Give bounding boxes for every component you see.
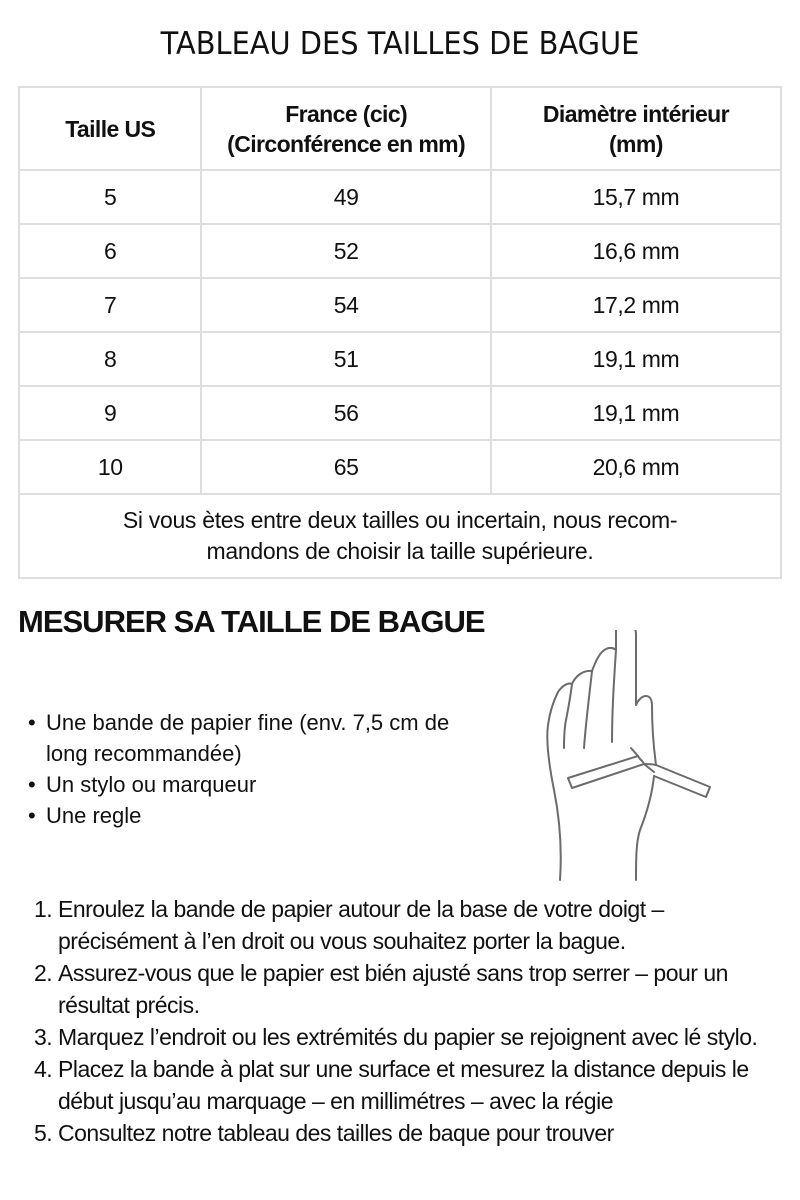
table-row [19, 224, 781, 278]
header-france-size [201, 87, 490, 170]
step-text: Enroulez la bande de papier autour de la base de votre doigt – précisément à l’en droit ou vous souhaitez porter la bague. [58, 896, 664, 954]
list-item [34, 957, 774, 1021]
cell-us-size: 5 [19, 170, 201, 224]
cell-us-size: 8 [19, 332, 201, 386]
cell-us-size: 7 [19, 278, 201, 332]
bullet-icon: • [28, 710, 36, 735]
list-item [34, 1021, 774, 1053]
list-item [28, 769, 478, 800]
list-item [34, 1117, 774, 1149]
header-inner-diameter [491, 87, 781, 170]
bullet-icon: • [28, 803, 36, 828]
material-text: Une bande de papier fine (env. 7,5 cm de long recommandée) [46, 710, 450, 766]
measure-section-title: MESURER SA TAILLE DE BAGUE [18, 604, 485, 639]
cell-inner-diameter: 20,6 mm [491, 440, 781, 494]
list-item [34, 893, 774, 957]
cell-inner-diameter: 19,1 mm [491, 386, 781, 440]
cell-us-size: 10 [19, 440, 201, 494]
table-header-row [19, 87, 781, 170]
step-text: Consultez notre tableau des tailles de baque pour trouver [58, 1120, 614, 1146]
step-number: 1. [34, 896, 53, 922]
step-number: 3. [34, 1024, 53, 1050]
cell-france-size: 52 [201, 224, 490, 278]
table-row [19, 170, 781, 224]
cell-inner-diameter: 15,7 mm [491, 170, 781, 224]
table-row [19, 332, 781, 386]
cell-us-size: 9 [19, 386, 201, 440]
header-france-size-line1: France (cic) [285, 100, 408, 127]
step-number: 5. [34, 1120, 53, 1146]
material-text: Un stylo ou marqueur [46, 772, 257, 797]
cell-france-size: 51 [201, 332, 490, 386]
cell-france-size: 65 [201, 440, 490, 494]
header-us-size [19, 87, 201, 170]
cell-france-size: 54 [201, 278, 490, 332]
table-row [19, 278, 781, 332]
measuring-steps-list [34, 893, 774, 1149]
size-recommendation-note: Si vous ètes entre deux tailles ou incertain, nous recom-mandons de choisir la taille supérieure. [19, 494, 781, 578]
header-inner-diameter-line2: (mm) [609, 130, 663, 157]
cell-us-size: 6 [19, 224, 201, 278]
list-item [28, 707, 478, 769]
bullet-icon: • [28, 772, 36, 797]
step-text: Assurez-vous que le papier est bién ajusté sans trop serrer – pour un résultat précis. [58, 960, 728, 1018]
page-title: TABLEAU DES TAILLES DE BAGUE [160, 26, 640, 62]
ring-size-table [18, 86, 782, 579]
step-number: 2. [34, 960, 53, 986]
header-inner-diameter-line1: Diamètre intérieur [542, 100, 729, 127]
list-item [34, 1053, 774, 1117]
cell-inner-diameter: 16,6 mm [491, 224, 781, 278]
cell-inner-diameter: 19,1 mm [491, 332, 781, 386]
header-us-size-label: Taille US [65, 115, 156, 142]
step-number: 4. [34, 1056, 53, 1082]
list-item [28, 800, 478, 831]
cell-france-size: 56 [201, 386, 490, 440]
table-note-row [19, 494, 781, 578]
header-france-size-line2: (Circonférence en mm) [227, 130, 466, 157]
step-text: Marquez l’endroit ou les extrémités du papier se rejoignent avec lé stylo. [58, 1024, 758, 1050]
material-text: Une regle [46, 803, 142, 828]
cell-france-size: 49 [201, 170, 490, 224]
materials-list [28, 707, 478, 831]
hand-with-paper-strip-icon [540, 630, 720, 885]
step-text: Placez la bande à plat sur une surface et mesurez la distance depuis le début jusqu’au marquage – en millimétres – avec la régie [58, 1056, 749, 1114]
table-row [19, 440, 781, 494]
cell-inner-diameter: 17,2 mm [491, 278, 781, 332]
table-row [19, 386, 781, 440]
